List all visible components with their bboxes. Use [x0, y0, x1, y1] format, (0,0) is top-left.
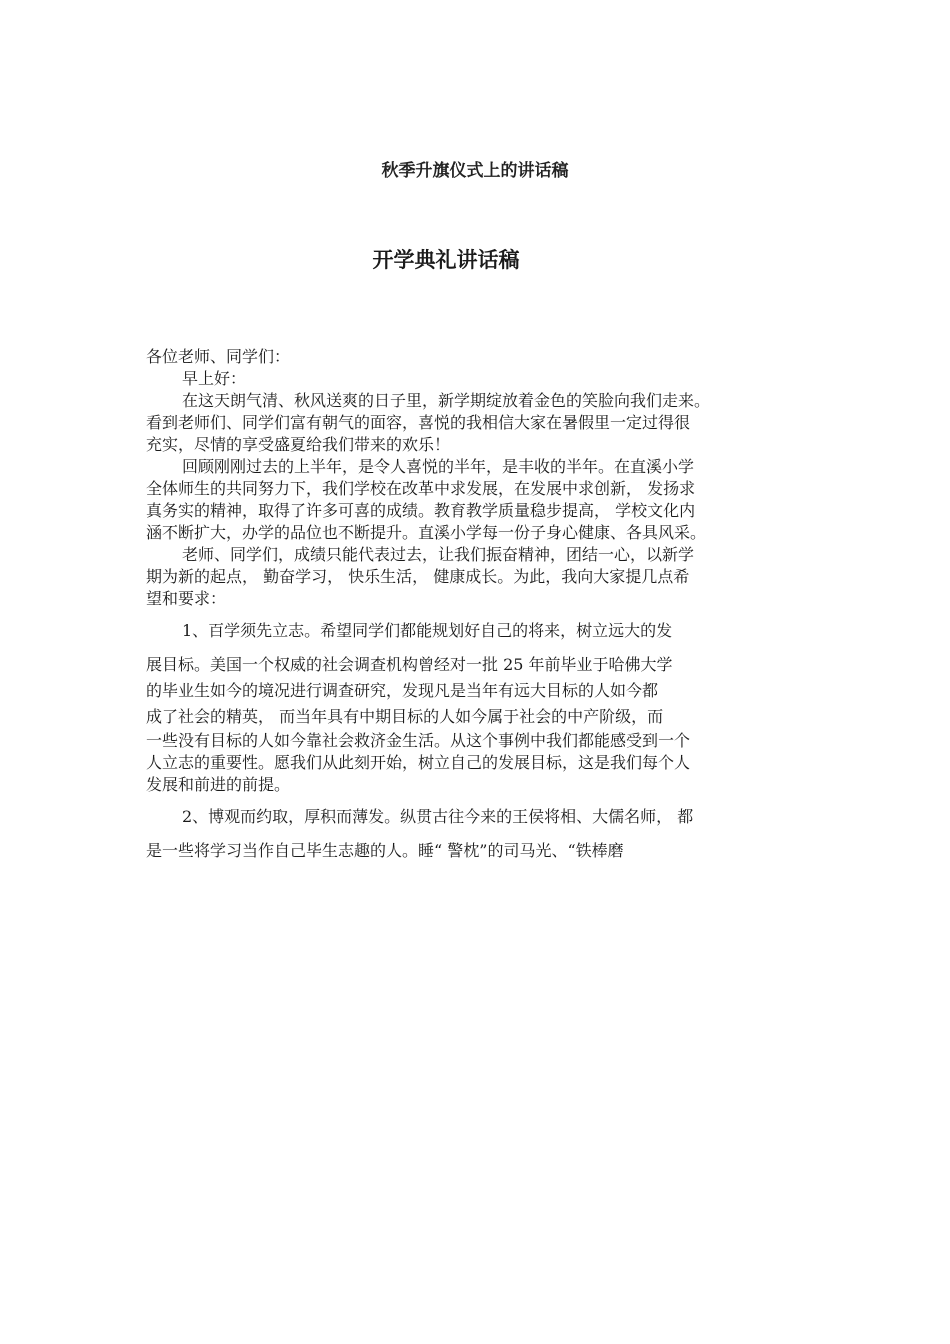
- paragraph-2-line: 真务实的精神，取得了许多可喜的成绩。教育教学质量稳步提高， 学校文化内: [146, 501, 696, 520]
- point-1-line: 1、百学须先立志。希望同学们都能规划好自己的将来，树立远大的发: [182, 621, 673, 640]
- document-body: [146, 346, 826, 864]
- paragraph-1-line: 看到老师们、同学们富有朝气的面容，喜悦的我相信大家在暑假里一定过得很: [146, 413, 691, 432]
- paragraph-2-line: 回顾刚刚过去的上半年，是令人喜悦的半年，是丰收的半年。在直溪小学: [182, 457, 695, 476]
- point-2-line: 是一些将学习当作自己毕生志趣的人。睡“ 警枕”的司马光、“铁棒磨: [146, 841, 624, 860]
- point-2-line: 2、博观而约取，厚积而薄发。纵贯古往今来的王侯将相、大儒名师， 都: [182, 807, 694, 826]
- paragraph-3-line: 期为新的起点， 勤奋学习， 快乐生活， 健康成长。为此，我向大家提几点希: [146, 567, 690, 586]
- document-title: 开学典礼讲话稿: [372, 248, 520, 272]
- paragraph-1-line: 在这天朗气清、秋风送爽的日子里，新学期绽放着金色的笑脸向我们走来。: [182, 391, 711, 410]
- point-1-line: 的毕业生如今的境况进行调查研究，发现凡是当年有远大目标的人如今都: [146, 681, 659, 700]
- document-header: 秋季升旗仪式上的讲话稿: [381, 161, 569, 181]
- point-1-line: 一些没有目标的人如今靠社会救济金生活。从这个事例中我们都能感受到一个: [146, 731, 691, 750]
- point-1-line: 人立志的重要性。愿我们从此刻开始，树立自己的发展目标，这是我们每个人: [146, 753, 691, 772]
- paragraph-2-line: 全体师生的共同努力下，我们学校在改革中求发展，在发展中求创新， 发扬求: [146, 479, 696, 498]
- greeting: 早上好：: [182, 369, 247, 388]
- point-1-line: 展目标。美国一个权威的社会调查机构曾经对一批 25 年前毕业于哈佛大学: [146, 655, 673, 674]
- point-1-line: 成了社会的精英， 而当年具有中期目标的人如今属于社会的中产阶级，而: [146, 707, 664, 726]
- paragraph-2-line: 涵不断扩大，办学的品位也不断提升。直溪小学每一份子身心健康、各具风采。: [146, 523, 707, 542]
- salutation: 各位老师、同学们：: [146, 347, 291, 366]
- point-1-line: 发展和前进的前提。: [146, 775, 291, 794]
- paragraph-3-line: 望和要求：: [146, 589, 227, 608]
- paragraph-1-line: 充实，尽情的享受盛夏给我们带来的欢乐！: [146, 435, 451, 454]
- paragraph-3-line: 老师、同学们，成绩只能代表过去，让我们振奋精神，团结一心，以新学: [182, 545, 695, 564]
